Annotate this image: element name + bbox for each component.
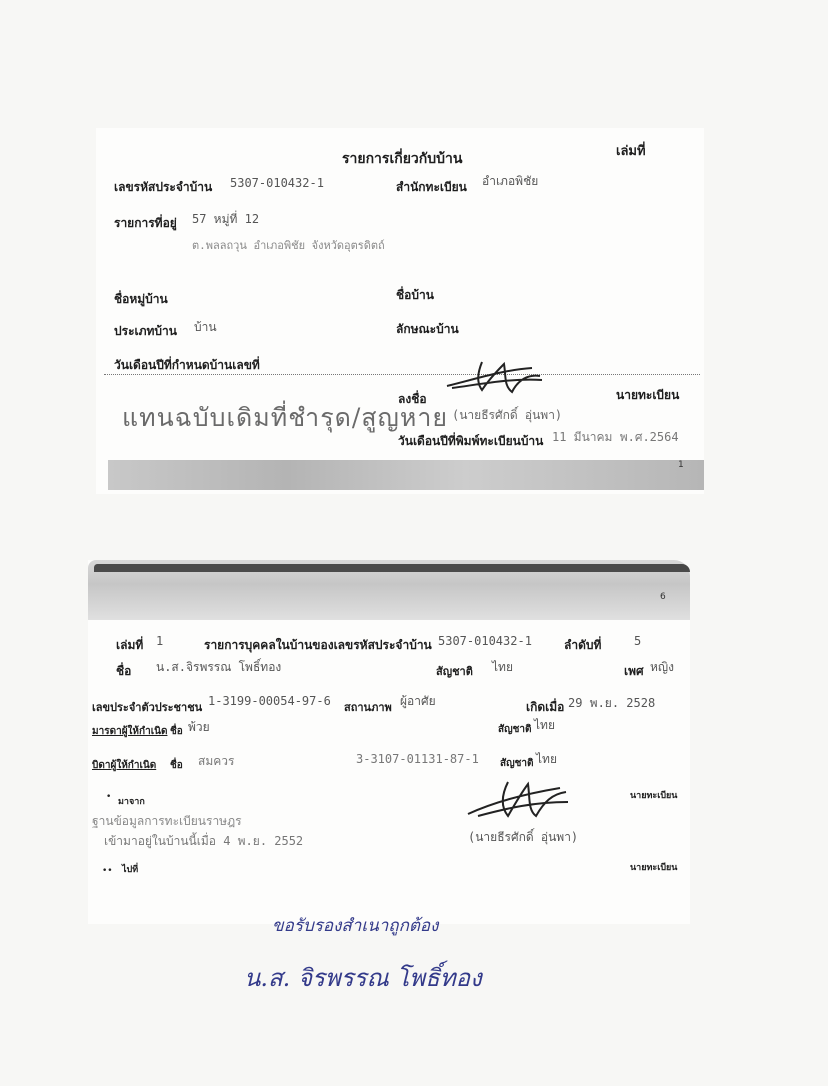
name-label: ชื่อ [116,664,132,678]
house-id-value: 5307-010432-1 [438,634,532,648]
card-footer-band [108,460,704,490]
registrar-name: (นายธีรศักดิ์ อุ่นพา) [452,408,563,422]
handwritten-name: น.ส. จิรพรรณ โพธิ์ทอง [244,964,482,992]
nationality-label: สัญชาติ [436,665,473,678]
card-title: รายการเกี่ยวกับบ้าน [342,151,463,167]
id-value: 1-3199-00054-97-6 [208,694,331,708]
page-number: 6 [660,592,666,602]
nationality-value: ไทย [492,660,513,674]
page-number: 1 [678,460,684,470]
mother-label: มารดาผู้ให้กำเนิด [92,726,168,737]
sex-value: หญิง [650,660,674,674]
status-label: สถานภาพ [344,701,392,714]
book-label: เล่มที่ [616,144,646,159]
moved-in-value: เข้ามาอยู่ในบ้านนี้เมื่อ 4 พ.ย. 2552 [104,834,304,848]
sex-label: เพศ [624,664,644,678]
house-type-label: ประเภทบ้าน [114,324,177,338]
assigned-date-label: วันเดือนปีที่กำหนดบ้านเลขที่ [114,358,260,372]
father-name-label: ชื่อ [170,760,183,771]
registrar-name: (นายธีรศักดิ์ อุ่นพา) [468,830,579,844]
house-id-label: เลขรหัสประจำบ้าน [114,180,213,194]
house-id-value: 5307-010432-1 [230,176,324,190]
address-label: รายการที่อยู่ [114,216,177,230]
person-details-card [88,560,690,924]
mother-name-value: พ้วย [188,720,210,734]
house-details-card [96,128,704,494]
from-label: มาจาก [118,797,145,807]
registrar-signature [442,350,552,400]
father-nationality-value: ไทย [536,752,557,766]
header-dark-edge [94,564,690,572]
book-label: เล่มที่ [116,638,144,652]
house-type-value: บ้าน [194,320,217,334]
address-line-2: ต.พลลถวุน อำเภอพิชัย จังหวัดอุตรดิตถ์ [192,239,385,252]
signature-label: ลงชื่อ [398,392,427,406]
father-label: บิดาผู้ให้กำเนิด [92,760,157,771]
name-value: น.ส.จิรพรรณ โพธิ์ทอง [156,660,282,674]
registrar-label-2: นายทะเบียน [630,863,678,873]
to-label: ไปที่ [122,865,139,875]
person-list-heading: รายการบุคคลในบ้านของเลขรหัสประจำบ้าน [204,638,432,652]
print-date-value: 11 มีนาคม พ.ศ.2564 [552,430,679,444]
registrar-label: นายทะเบียน [616,388,680,402]
separator-line [104,374,700,375]
birth-value: 29 พ.ย. 2528 [568,696,656,710]
status-value: ผู้อาศัย [400,694,436,708]
mother-name-label: ชื่อ [170,726,183,737]
house-features-label: ลักษณะบ้าน [396,322,459,336]
book-value: 1 [156,634,164,648]
birth-label: เกิดเมื่อ [526,700,565,714]
father-name-value: สมควร [198,754,235,768]
address-line-1: 57 หมู่ที่ 12 [192,212,260,226]
order-label: ลำดับที่ [564,638,602,652]
registrar-label: นายทะเบียน [630,791,678,801]
replacement-stamp: แทนฉบับเดิมที่ชำรุด/สูญหาย [122,403,449,432]
registrar-signature [464,772,574,822]
registry-office-label: สำนักทะเบียน [396,180,467,194]
father-id-value: 3-3107-01131-87-1 [356,752,479,766]
to-bullet: •• [102,866,113,876]
from-value: ฐานข้อมูลการทะเบียนราษฎร [92,814,242,828]
mother-nationality-label: สัญชาติ [498,724,532,735]
village-name-label: ชื่อหมู่บ้าน [114,292,168,306]
registry-office-value: อำเภอพิชัย [482,174,539,188]
print-date-label: วันเดือนปีที่พิมพ์ทะเบียนบ้าน [398,434,544,448]
father-nationality-label: สัญชาติ [500,758,534,769]
mother-nationality-value: ไทย [534,718,555,732]
id-label: เลขประจำตัวประชาชน [92,701,203,714]
house-name-label: ชื่อบ้าน [396,288,434,302]
from-bullet: • [106,792,112,802]
certification-note: ขอรับรองสำเนาถูกต้อง [272,916,439,936]
order-value: 5 [634,634,642,648]
